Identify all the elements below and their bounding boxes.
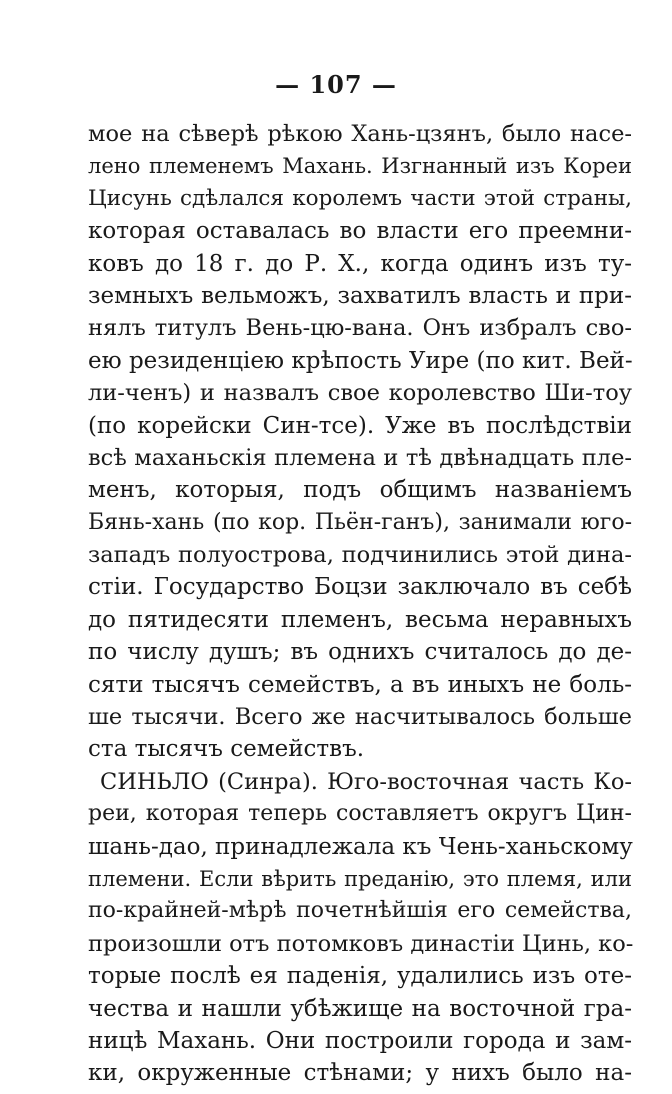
page-number: — 107 — bbox=[275, 70, 397, 99]
text-line: до пятидесяти племенъ, весьма неравныхъ bbox=[88, 606, 632, 633]
text-line: ше тысячи. Всего же насчитывалось больше bbox=[88, 704, 632, 731]
text-line: торые послѣ ея паденія, удалились изъ оте- bbox=[88, 963, 632, 990]
text-line: ки, окруженные стѣнами; у нихъ было на- bbox=[88, 1060, 632, 1087]
text-line: лено племенемъ Махань. Изгнанный изъ Кореи bbox=[88, 154, 632, 179]
text-line: произошли отъ потомковъ династіи Цинь, ко- bbox=[88, 930, 634, 957]
text-line: по-крайней-мѣрѣ почетнѣйшія его семейства, bbox=[88, 898, 632, 924]
text-line: менъ, которыя, подъ общимъ названіемъ bbox=[88, 477, 632, 504]
text-line: ницѣ Махань. Они построили города и зам- bbox=[88, 1027, 632, 1054]
text-line: земныхъ вельможъ, захватилъ власть и при- bbox=[88, 282, 632, 309]
text-line: нялъ титулъ Вень-цю-вана. Онъ избралъ сво- bbox=[88, 315, 632, 342]
text-line: Цисунь сдѣлался королемъ части этой страны, bbox=[88, 185, 632, 211]
text-line: (по корейски Син-тсе). Уже въ послѣдствіи bbox=[88, 412, 632, 439]
text-line: по числу душъ; въ однихъ считалось до де- bbox=[88, 639, 632, 666]
text-line: сяти тысячъ семействъ, а въ иныхъ не боль- bbox=[88, 671, 632, 698]
text-line: чества и нашли убѣжище на восточной гра- bbox=[88, 995, 632, 1022]
text-line: СИНЬЛО (Синра). Юго-восточная часть Ко- bbox=[100, 768, 632, 795]
text-line: ли-ченъ) и назвалъ свое королевство Ши-тоу bbox=[88, 380, 632, 407]
text-line: шань-дао, принадлежала къ Чень-ханьскому bbox=[88, 833, 633, 860]
text-line: Бянь-хань (по кор. Пьён-ганъ), занимали юго- bbox=[88, 509, 632, 535]
text-line: стіи. Государство Боцзи заключало въ себѣ bbox=[88, 574, 632, 601]
text-line: ста тысячъ семействъ. bbox=[88, 736, 365, 763]
text-line: племени. Если вѣрить преданію, это племя, или bbox=[88, 866, 632, 891]
text-line: мое на сѣверѣ рѣкою Хань-цзянъ, было насе- bbox=[88, 121, 632, 147]
text-line: которая оставалась во власти его преемни- bbox=[88, 218, 632, 245]
text-line: ковъ до 18 г. до Р. Х., когда одинъ изъ ту- bbox=[88, 250, 632, 277]
body-text bbox=[88, 118, 632, 1090]
text-line: западъ полуострова, подчинились этой дина- bbox=[88, 542, 632, 569]
text-line: реи, которая теперь составляетъ округъ Цин- bbox=[88, 801, 632, 827]
text-line: ею резиденціею крѣпость Уире (по кит. Вей- bbox=[88, 347, 633, 374]
text-line: всѣ маханьскія племена и тѣ двѣнадцать пле- bbox=[88, 444, 632, 471]
